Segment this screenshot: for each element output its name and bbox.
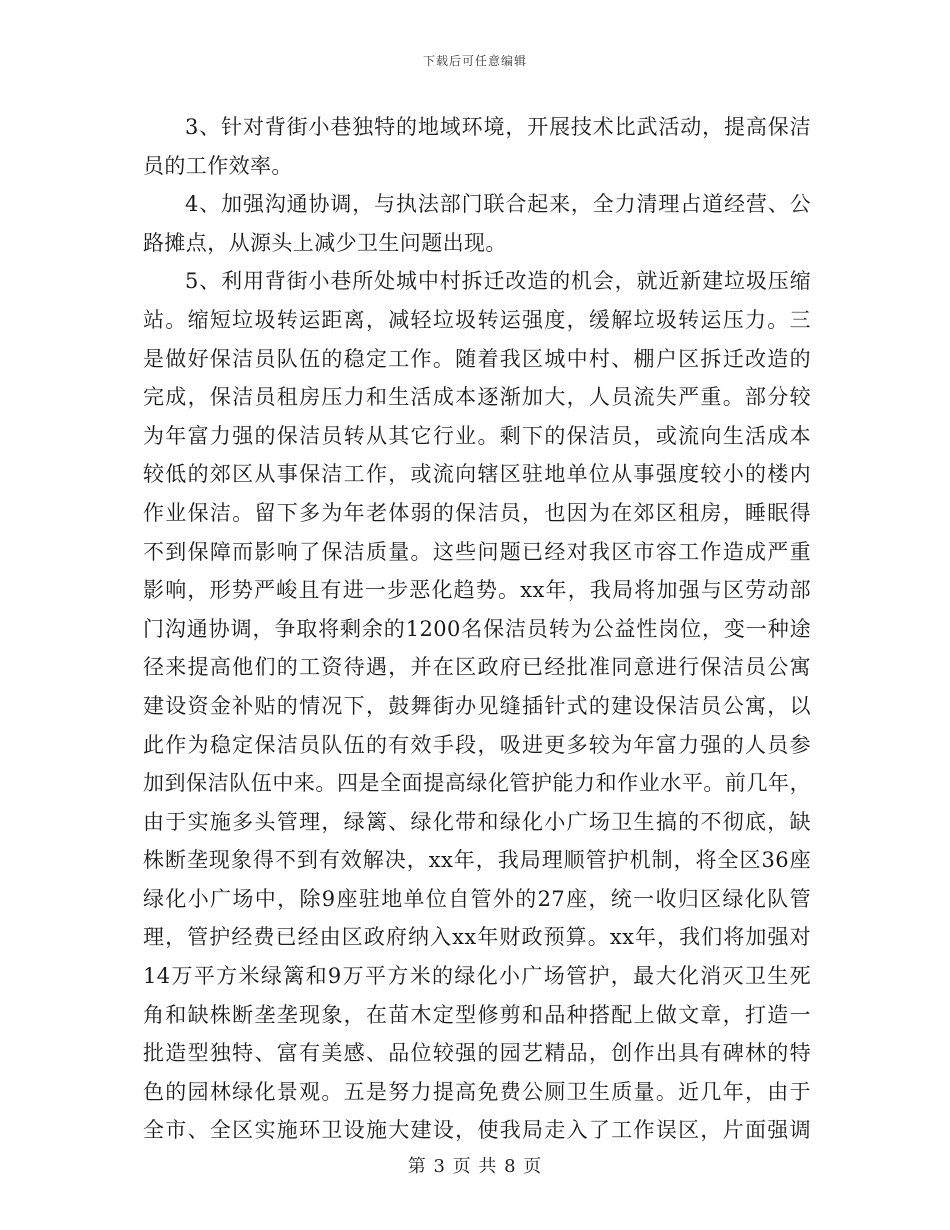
text-line: 路摊点，从源头上减少卫生问题出现。: [143, 230, 507, 255]
page-header: 下载后可任意编辑: [422, 54, 527, 68]
text-line: 完成，保洁员租房压力和生活成本逐渐加大，人员流失严重。部分较: [143, 385, 811, 410]
text-line: 批造型独特、富有美感、品位较强的园艺精品，创作出具有碑林的特: [143, 1041, 811, 1066]
text-line: 绿化小广场中，除9座驻地单位自管外的27座，统一收归区绿化队管: [143, 886, 811, 911]
text-line: 色的园林绿化景观。五是努力提高免费公厕卫生质量。近几年，由于: [143, 1079, 811, 1104]
page-number-footer: 第 3 页 共 8 页: [407, 1156, 543, 1177]
text-line: 站。缩短垃圾转运距离，减轻垃圾转运强度，缓解垃圾转运压力。三: [143, 307, 811, 332]
text-line: 不到保障而影响了保洁质量。这些问题已经对我区市容工作造成严重: [143, 539, 811, 564]
text-line: 角和缺株断垄垄现象，在苗木定型修剪和品种搭配上做文章，打造一: [143, 1002, 811, 1027]
text-line: 14万平方米绿篱和9万平方米的绿化小广场管护，最大化消灭卫生死: [143, 964, 811, 989]
text-line: 理，管护经费已经由区政府纳入xx年财政预算。xx年，我们将加强对: [143, 925, 811, 950]
text-line: 株断垄现象得不到有效解决，xx年，我局理顺管护机制，将全区36座: [143, 848, 811, 873]
text-line: 员的工作效率。: [143, 153, 293, 178]
text-line: 由于实施多头管理，绿篱、绿化带和绿化小广场卫生搞的不彻底，缺: [143, 809, 811, 834]
text-line: 是做好保洁员队伍的稳定工作。随着我区城中村、棚户区拆迁改造的: [143, 346, 811, 371]
document-body: [143, 108, 811, 1150]
text-line: 径来提高他们的工资待遇，并在区政府已经批准同意进行保洁员公寓: [143, 655, 811, 680]
text-line: 作业保洁。留下多为年老体弱的保洁员，也因为在郊区租房，睡眠得: [143, 500, 811, 525]
text-line: 4、加强沟通协调，与执法部门联合起来，全力清理占道经营、公: [185, 192, 811, 217]
text-line: 门沟通协调，争取将剩余的1200名保洁员转为公益性岗位，变一种途: [143, 616, 811, 641]
text-line: 全市、全区实施环卫设施大建设，使我局走入了工作误区，片面强调: [143, 1118, 811, 1143]
text-line: 此作为稳定保洁员队伍的有效手段，吸进更多较为年富力强的人员参: [143, 732, 811, 757]
text-line: 5、利用背街小巷所处城中村拆迁改造的机会，就近新建垃圾压缩: [185, 269, 811, 294]
text-line: 影响，形势严峻且有进一步恶化趋势。xx年，我局将加强与区劳动部: [143, 578, 811, 603]
text-line: 3、针对背街小巷独特的地域环境，开展技术比武活动，提高保洁: [185, 115, 811, 139]
text-line: 加到保洁队伍中来。四是全面提高绿化管护能力和作业水平。前几年，: [143, 771, 811, 796]
text-line: 建设资金补贴的情况下，鼓舞街办见缝插针式的建设保洁员公寓，以: [143, 693, 811, 718]
text-line: 较低的郊区从事保洁工作，或流向辖区驻地单位从事强度较小的楼内: [143, 462, 811, 487]
text-line: 为年富力强的保洁员转从其它行业。剩下的保洁员，或流向生活成本: [143, 423, 811, 448]
